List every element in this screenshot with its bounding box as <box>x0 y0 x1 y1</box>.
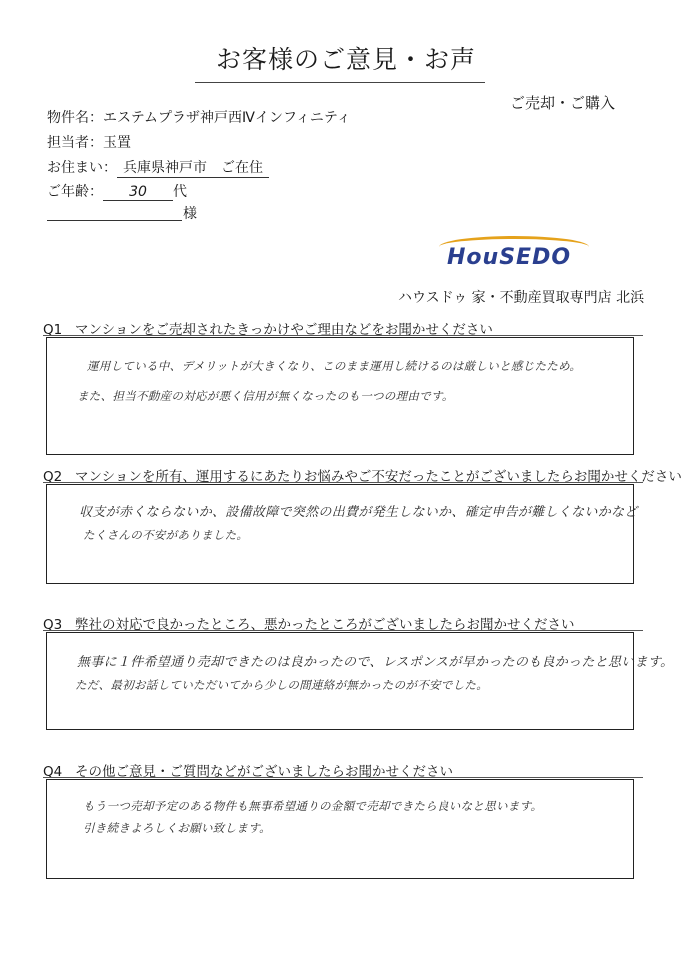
property-row <box>47 107 351 127</box>
question-rule <box>43 482 643 483</box>
page-title: お客様のご意見・お声 <box>215 45 476 74</box>
logo-do-text: DO <box>532 245 572 270</box>
age-suffix: 代 <box>173 184 187 200</box>
answer-line: 収支が赤くならないか、設備故障で突然の出費が発生しないか、確定申告が難しくないかなど <box>79 505 638 520</box>
age-row <box>47 181 187 201</box>
customer-name-line <box>47 206 182 221</box>
question-number: Q1 <box>43 322 63 338</box>
answer-box-2 <box>46 484 638 584</box>
question-text: その他ご意見・ご質問などがございましたらお聞かせください <box>75 764 453 780</box>
question-rule <box>43 335 643 336</box>
answer-box-3 <box>46 632 674 730</box>
question-number: Q2 <box>43 469 63 485</box>
logo-house-text: HouSE <box>447 245 533 270</box>
answer-line: もう一つ売却予定のある物件も無事希望通りの金額で売却できたら良いなと思います。 <box>83 799 543 813</box>
age-value: 30 <box>103 184 173 201</box>
property-label: 物件名： <box>47 110 103 126</box>
sale-type-label: ご売却・ご購入 <box>510 94 616 112</box>
answer-line: ただ、最初お話していただいてから少しの間連絡が無かったのが不安でした。 <box>75 678 488 692</box>
residence-label: お住まい： <box>47 160 117 176</box>
staff-label: 担当者： <box>47 135 103 151</box>
residence-row <box>47 157 269 178</box>
staff-row <box>47 132 131 152</box>
name-honorific: 様 <box>183 206 197 222</box>
question-number: Q4 <box>43 764 63 780</box>
residence-value: 兵庫県神戸市 ご在住 <box>117 157 269 178</box>
answer-box-1 <box>46 337 634 455</box>
answer-line: たくさんの不安がありました。 <box>83 528 249 542</box>
question-text: マンションをご売却されたきっかけやご理由などをお聞かせください <box>75 322 493 338</box>
housedo-logo <box>447 245 571 270</box>
question-text: 弊社の対応で良かったところ、悪かったところがございましたらお聞かせください <box>75 617 575 633</box>
staff-value: 玉置 <box>103 135 131 151</box>
title-underline <box>195 82 485 83</box>
answer-line: 引き続きよろしくお願い致します。 <box>83 821 271 835</box>
answer-line: 無事に１件希望通り売却できたのは良かったので、レスポンスが早かったのも良かったと思います。 <box>77 655 674 670</box>
question-text: マンションを所有、運用するにあたりお悩みやご不安だったことがございましたらお聞かせください <box>75 469 682 485</box>
age-label: ご年齢： <box>47 184 103 200</box>
answer-box-4 <box>46 779 634 879</box>
answer-line: また、担当不動産の対応が悪く信用が無くなったのも一つの理由です。 <box>77 389 454 403</box>
question-rule <box>43 630 643 631</box>
property-value: エステムプラザ神戸西Ⅳインフィニティ <box>103 110 351 126</box>
question-rule <box>43 777 643 778</box>
answer-line: 運用している中、デメリットが大きくなり、このまま運用し続けるのは厳しいと感じたため。 <box>87 359 582 373</box>
question-number: Q3 <box>43 617 63 633</box>
store-name: ハウスドゥ 家・不動産買取専門店 北浜 <box>398 290 645 306</box>
logo-roof-mark <box>439 236 589 249</box>
